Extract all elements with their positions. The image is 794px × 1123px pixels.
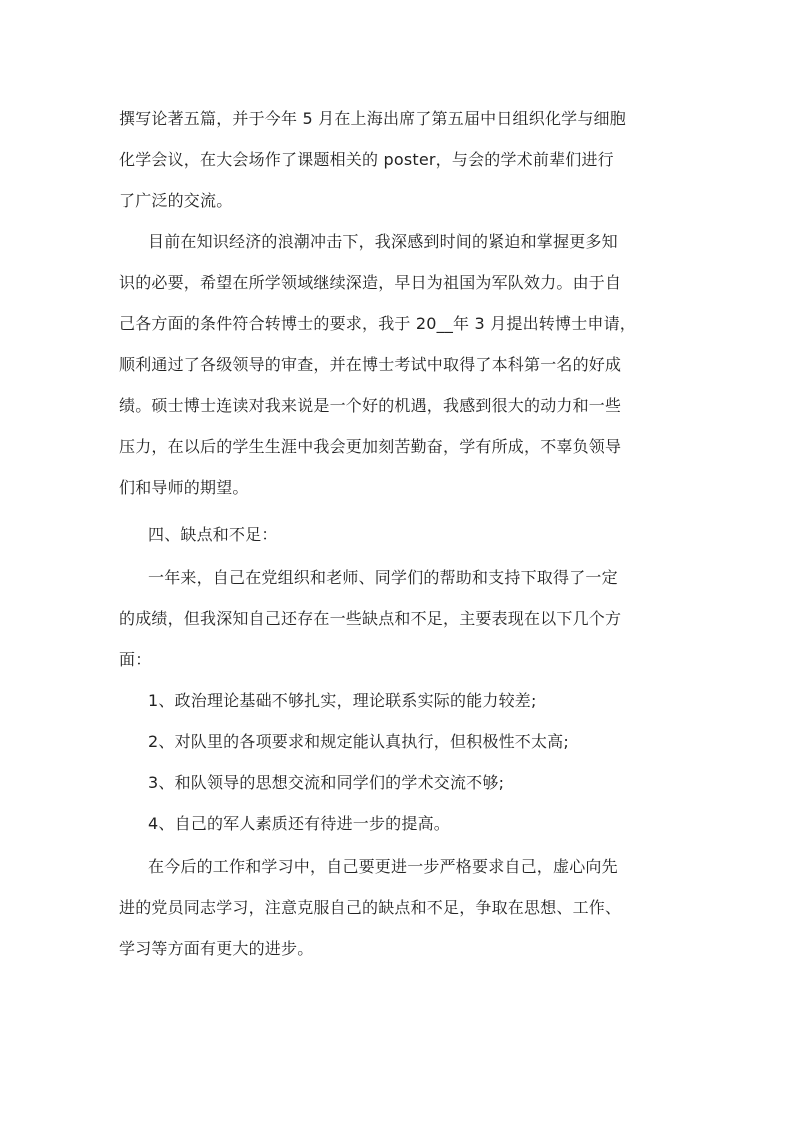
paragraph-3-line-2: 的成绩，但我深知自己还存在一些缺点和不足，主要表现在以下几个方 bbox=[119, 609, 622, 628]
paragraph-2-line-3: 己各方面的条件符合转博士的要求，我于 20__年 3 月提出转博士申请， bbox=[119, 314, 636, 333]
paragraph-1-line-1: 撰写论著五篇，并于今年 5 月在上海出席了第五届中日组织化学与细胞 bbox=[119, 109, 626, 128]
paragraph-3-line-1: 一年来，自己在党组织和老师、同学们的帮助和支持下取得了一定 bbox=[148, 568, 618, 587]
paragraph-3-line-3: 面： bbox=[119, 650, 152, 669]
paragraph-4-line-3: 学习等方面有更大的进步。 bbox=[119, 939, 314, 958]
paragraph-4-line-2: 进的党员同志学习，注意克服自己的缺点和不足，争取在思想、工作、 bbox=[119, 898, 622, 917]
paragraph-2-line-6: 压力，在以后的学生生涯中我会更加刻苦勤奋，学有所成，不辜负领导 bbox=[119, 437, 622, 456]
paragraph-2-line-7: 们和导师的期望。 bbox=[119, 478, 249, 497]
list-item-1: 1、政治理论基础不够扎实，理论联系实际的能力较差; bbox=[148, 691, 537, 710]
paragraph-2-line-5: 绩。硕士博士连读对我来说是一个好的机遇，我感到很大的动力和一些 bbox=[119, 396, 622, 415]
paragraph-1-line-3: 了广泛的交流。 bbox=[119, 191, 233, 210]
list-item-3: 3、和队领导的思想交流和同学们的学术交流不够; bbox=[148, 773, 505, 792]
paragraph-4-line-1: 在今后的工作和学习中，自己要更进一步严格要求自己，虚心向先 bbox=[148, 857, 618, 876]
section-heading-shortcomings: 四、缺点和不足： bbox=[148, 525, 278, 544]
paragraph-2-line-2: 识的必要，希望在所学领域继续深造，早日为祖国为军队效力。由于自 bbox=[119, 273, 622, 292]
paragraph-2-line-4: 顺利通过了各级领导的审查，并在博士考试中取得了本科第一名的好成 bbox=[119, 355, 622, 374]
paragraph-1-line-2: 化学会议，在大会场作了课题相关的 poster，与会的学术前辈们进行 bbox=[119, 150, 614, 169]
list-item-2: 2、对队里的各项要求和规定能认真执行，但积极性不太高; bbox=[148, 732, 569, 751]
paragraph-2-line-1: 目前在知识经济的浪潮冲击下，我深感到时间的紧迫和掌握更多知 bbox=[148, 232, 618, 251]
list-item-4: 4、自己的军人素质还有待进一步的提高。 bbox=[148, 814, 450, 833]
